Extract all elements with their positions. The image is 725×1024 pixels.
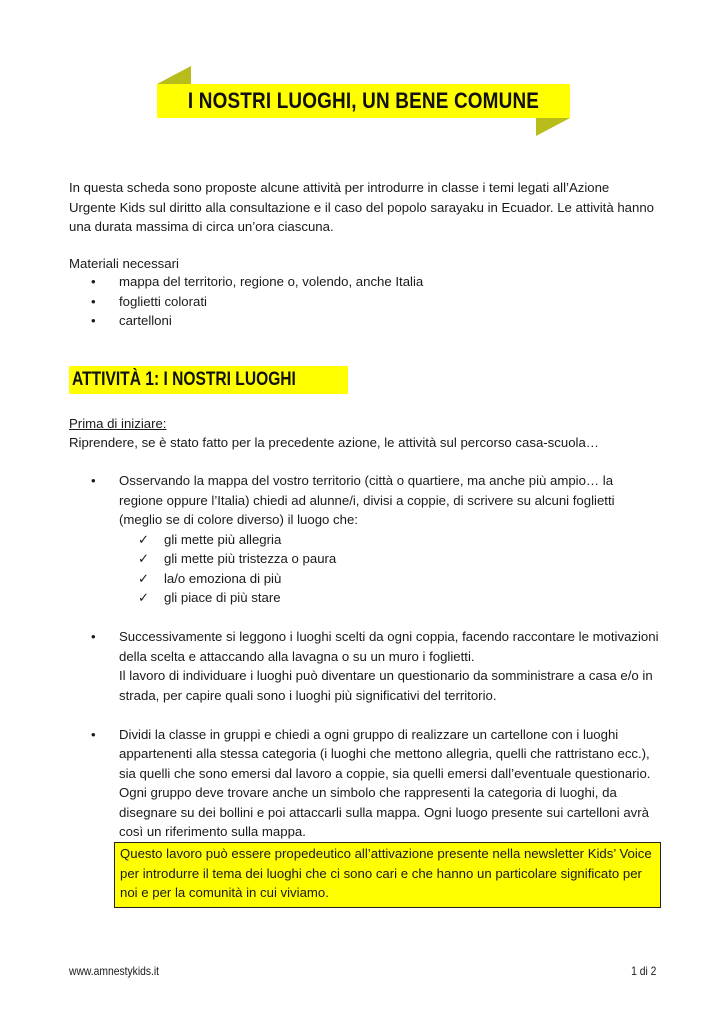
intro-paragraph: In questa scheda sono proposte alcune attività per introdurre in classe i temi legati all’Azione Urgente Kids sul diritto alla consultazione e il caso del popolo sarayaku in Ecuador. Le attività hanno una durata massima di circa un’ora ciascuna. (69, 180, 655, 234)
list-item: • foglietti colorati (69, 292, 423, 312)
checklist (119, 530, 659, 608)
page-title: I NOSTRI LUOGHI, UN BENE COMUNE (187, 88, 540, 113)
footer-website[interactable] (69, 964, 174, 978)
activity-text: Dividi la classe in gruppi e chiedi a ogni gruppo di realizzare un cartellone con i luoghi appartenenti alla stessa categoria (i luoghi che mettono allegria, quelli che rattristano ecc.), sia quelli che sono emersi dal lavoro a coppie, sia quelli emersi dall’eventuale questionario. Ogni gruppo deve trovare anche un simbolo che rappresenti la categoria di luoghi, da disegnare su dei bollini e poi attaccarli sulla mappa. Ogni luogo presente sui cartelloni avrà così un riferimento sulla mappa. (119, 726, 651, 839)
checklist-item: ✓ la/o emoziona di più (119, 569, 659, 589)
materials-list (69, 272, 423, 331)
materials-title: Materiali necessari (69, 256, 179, 271)
section-heading-text: ATTIVITÀ 1: I NOSTRI LUOGHI (72, 369, 296, 390)
prima-label: Prima di iniziare: (69, 416, 167, 431)
activity-text: Osservando la mappa del vostro territorio (città o quartiere, ma anche più ampio… la regione oppure l’Italia) chiedi ad alunne/i, divisi a coppie, di scrivere su alcuni foglietti (meglio se di colore diverso) il luogo che: (119, 473, 615, 527)
checklist-item: ✓ gli mette più allegria (119, 530, 659, 550)
banner-corner-bottom (536, 118, 570, 136)
title-banner (157, 66, 570, 136)
activity-item (69, 627, 659, 705)
checklist-item: ✓ gli mette più tristezza o paura (119, 549, 659, 569)
page-number-text: 1 di 2 (630, 964, 656, 978)
checklist-item: ✓ gli piace di più stare (119, 588, 659, 608)
bullet-icon: • (91, 726, 96, 742)
activity-text: Successivamente si leggono i luoghi scelti da ogni coppia, facendo raccontare le motivazioni della scelta e attaccando alla lavagna o su un muro i foglietti. (119, 629, 659, 664)
highlight-note: Questo lavoro può essere propedeutico all’attivazione presente nella newsletter Kids’ Voice per introdurre il tema dei luoghi che ci sono cari e che hanno un particolare significato per noi e per la comunità in cui viviamo. (114, 842, 661, 908)
activity-item (69, 471, 659, 608)
section-heading (69, 366, 348, 394)
footer-page-number (620, 964, 656, 978)
footer-website-text[interactable]: www.amnestykids.it (69, 964, 160, 978)
activity-item (69, 725, 659, 842)
list-item: • cartelloni (69, 311, 423, 331)
activities-list (69, 471, 659, 861)
banner-corner-top (157, 66, 191, 84)
prima-text: Riprendere, se è stato fatto per la precedente azione, le attività sul percorso casa-scuola… (69, 435, 599, 450)
list-item: • mappa del territorio, regione o, volendo, anche Italia (69, 272, 423, 292)
bullet-icon: • (91, 629, 96, 644)
bullet-icon: • (91, 473, 96, 488)
activity-text: Il lavoro di individuare i luoghi può diventare un questionario da somministrare a casa e/o in strada, per capire quali sono i luoghi più significativi del territorio. (119, 668, 653, 703)
